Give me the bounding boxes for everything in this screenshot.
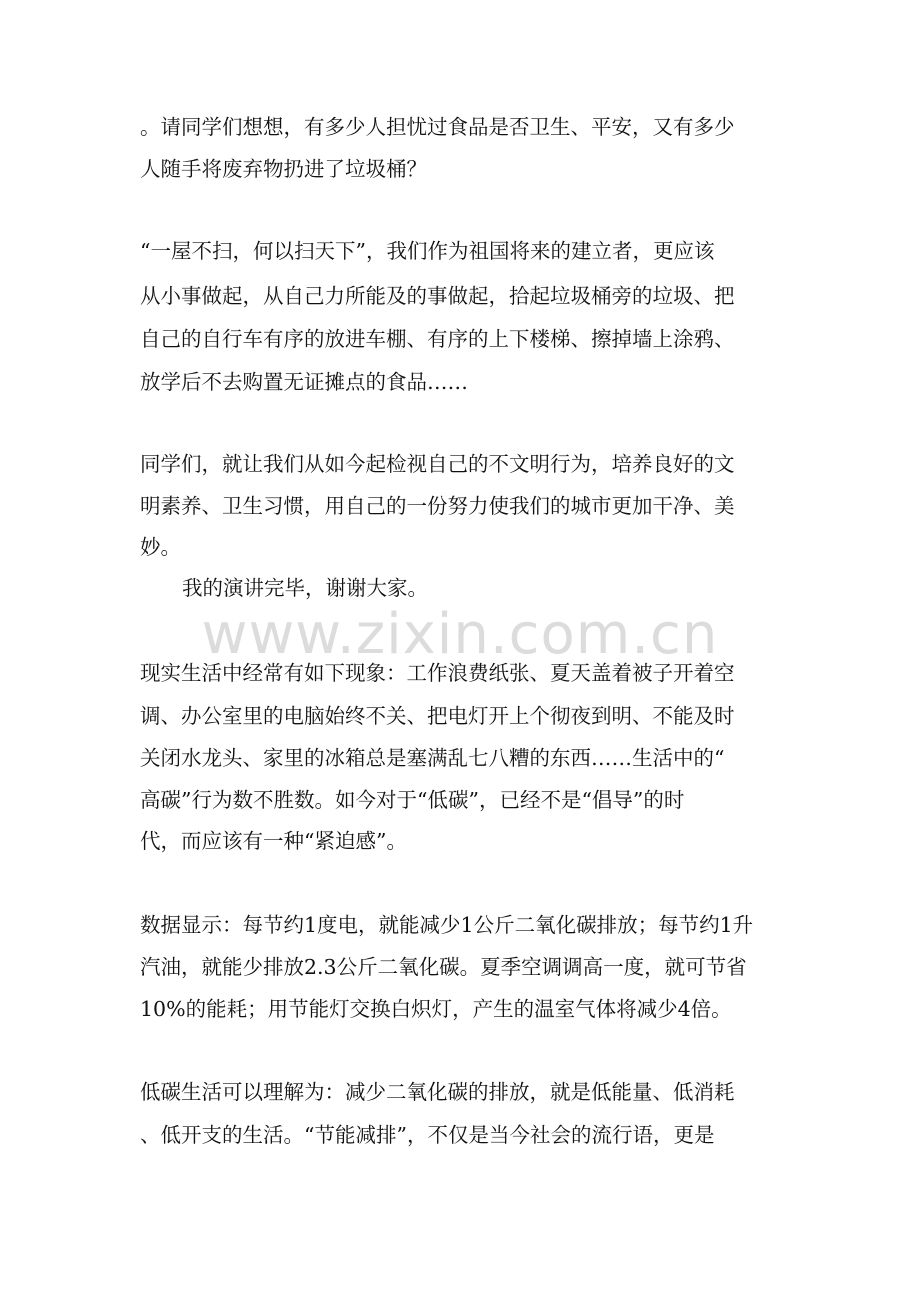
text-line: 明素养、卫生习惯，用自己的一份努力使我们的城市更加干净、美 (140, 494, 735, 518)
text-line: 自己的自行车有序的放进车棚、有序的上下楼梯、擦掉墙上涂鸦、 (140, 327, 735, 351)
text-line: 放学后不去购置无证摊点的食品…… (140, 370, 468, 394)
text-line: 10%的能耗；用节能灯交换白炽灯，产生的温室气体将减少4倍。 (140, 997, 732, 1021)
watermark: www.zixin.com.cn (201, 602, 719, 667)
text-line: 人随手将废弃物扔进了垃圾桶？ (140, 157, 427, 181)
text-line: 汽油，就能少排放2.3公斤二氧化碳。夏季空调调高一度，就可节省 (140, 955, 747, 979)
text-line: 代，而应该有一种“紧迫感”。 (140, 829, 407, 853)
text-line: 关闭水龙头、家里的冰箱总是塞满乱七八糟的东西……生活中的“ (140, 746, 725, 770)
text-line: 同学们，就让我们从如今起检视自己的不文明行为，培养良好的文 (140, 452, 735, 476)
text-line: 妙。 (140, 535, 181, 559)
text-line: 低碳生活可以理解为：减少二氧化碳的排放，就是低能量、低消耗 (140, 1080, 735, 1104)
text-line: 现实生活中经常有如下现象：工作浪费纸张、夏天盖着被子开着空 (140, 661, 735, 685)
text-line: 调、办公室里的电脑始终不关、把电灯开上个彻夜到明、不能及时 (140, 704, 735, 728)
text-line: “一屋不扫，何以扫天下”，我们作为祖国将来的建立者，更应该 (140, 239, 715, 263)
text-line: 高碳”行为数不胜数。如今对于“低碳”，已经不是“倡导”的时 (140, 788, 685, 812)
text-line: 。请同学们想想，有多少人担忧过食品是否卫生、平安，又有多少 (140, 115, 735, 139)
text-line: 我的演讲完毕，谢谢大家。 (182, 576, 428, 600)
text-line: 、低开支的生活。“节能减排”，不仅是当今社会的流行语，更是 (140, 1123, 715, 1147)
text-line: 数据显示：每节约1度电，就能减少1公斤二氧化碳排放；每节约1升 (140, 913, 754, 937)
text-line: 从小事做起，从自己力所能及的事做起，拾起垃圾桶旁的垃圾、把 (140, 284, 735, 308)
